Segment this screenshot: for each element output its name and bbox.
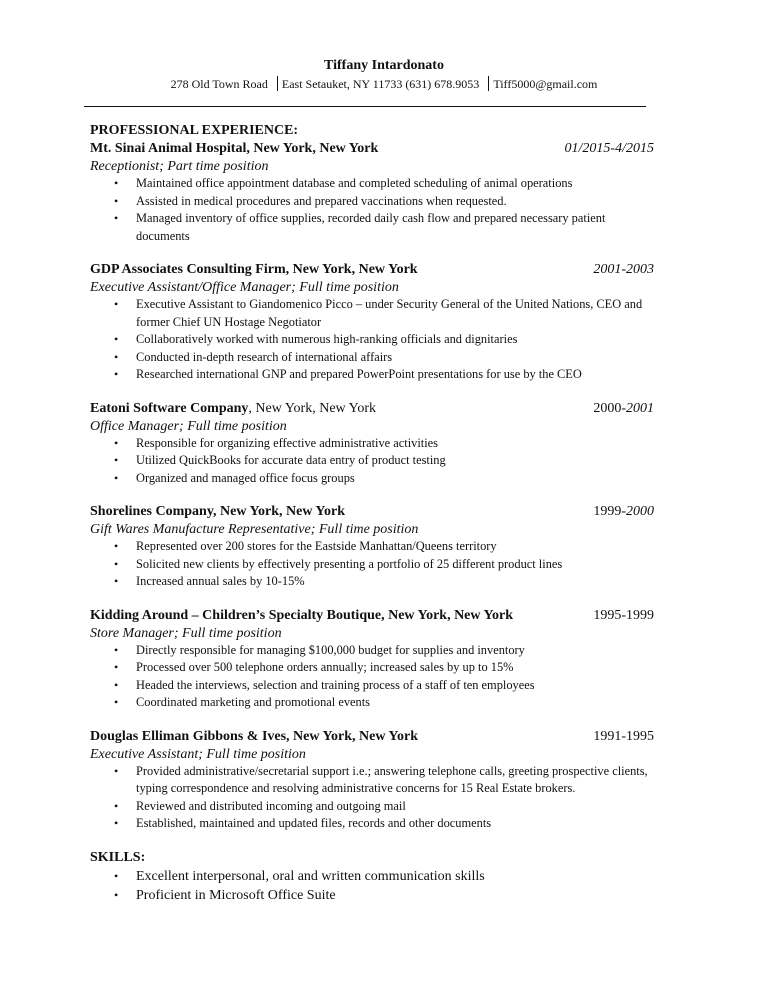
bullet-icon: • bbox=[114, 574, 119, 588]
duty-item: • Headed the interviews, selection and training process of a staff of ten employees bbox=[90, 677, 654, 695]
duty-item: • Increased annual sales by 10-15% bbox=[90, 573, 654, 591]
separator bbox=[488, 76, 489, 91]
bullet-icon: • bbox=[114, 677, 119, 692]
city-phone: East Setauket, NY 11733 (631) 678.9053 bbox=[281, 77, 480, 91]
resume-body bbox=[90, 122, 654, 905]
duty-item: • Maintained office appointment database and completed scheduling of animal operations bbox=[90, 175, 654, 193]
resume-header bbox=[0, 58, 768, 92]
bullet-icon: • bbox=[114, 470, 119, 485]
duty-item: • Reviewed and distributed incoming and outgoing mail bbox=[90, 798, 654, 816]
job-header bbox=[90, 400, 654, 418]
duty-item: • Established, maintained and updated files, records and other documents bbox=[90, 815, 654, 833]
job-role: Store Manager; Full time position bbox=[90, 625, 282, 641]
job-dates: 2001-2003 bbox=[593, 262, 654, 277]
bullet-icon: • bbox=[114, 816, 119, 830]
duty-item: • Organized and managed office focus groups bbox=[90, 470, 654, 488]
bullet-icon: • bbox=[114, 556, 119, 571]
duty-item: • Utilized QuickBooks for accurate data entry of product testing bbox=[90, 452, 654, 470]
duty-list bbox=[90, 296, 654, 384]
duty-item: • Represented over 200 stores for the Eastside Manhattan/Queens territory bbox=[90, 538, 654, 556]
job-header bbox=[90, 607, 654, 625]
bullet-icon: • bbox=[114, 349, 119, 364]
bullet-icon: • bbox=[114, 453, 119, 467]
bullet-icon: • bbox=[114, 332, 119, 346]
duty-list bbox=[90, 175, 654, 245]
job-entry bbox=[90, 728, 654, 833]
duty-item: • Provided administrative/secretarial support i.e.; answering telephone calls, greeting prospective clients, typing correspondence and resolving administrative concerns for 15 Real Estate brokers. bbox=[114, 763, 648, 795]
address: 278 Old Town Road bbox=[170, 77, 268, 91]
job-role: Executive Assistant/Office Manager; Full time position bbox=[90, 280, 399, 295]
bullet-icon: • bbox=[114, 211, 119, 225]
skills-list bbox=[90, 867, 654, 905]
duty-list bbox=[90, 435, 654, 488]
job-role: Receptionist; Part time position bbox=[90, 159, 269, 174]
duty-item: • Coordinated marketing and promotional events bbox=[90, 694, 654, 712]
job-company: Mt. Sinai Animal Hospital, New York, New York bbox=[90, 141, 379, 156]
candidate-name: Tiffany Intardonato bbox=[324, 58, 444, 73]
duty-item: • Processed over 500 telephone orders annually; increased sales by up to 15% bbox=[90, 659, 654, 677]
job-role: Gift Wares Manufacture Representative; Full time position bbox=[90, 522, 419, 537]
duty-item: • Solicited new clients by effectively presenting a portfolio of 25 different product lines bbox=[90, 556, 654, 574]
bullet-icon: • bbox=[114, 193, 119, 208]
duty-item: • Collaboratively worked with numerous high-ranking officials and dignitaries bbox=[90, 331, 654, 349]
job-entry bbox=[90, 140, 654, 245]
bullet-icon: • bbox=[114, 763, 119, 778]
bullet-icon: • bbox=[114, 367, 119, 381]
skill-item: • Proficient in Microsoft Office Suite bbox=[114, 887, 336, 903]
separator bbox=[277, 76, 278, 91]
bullet-icon: • bbox=[114, 539, 119, 553]
job-header bbox=[90, 261, 654, 279]
duty-item: • Managed inventory of office supplies, recorded daily cash flow and prepared necessary patient documents bbox=[114, 211, 606, 243]
job-role: Office Manager; Full time position bbox=[90, 418, 287, 434]
bullet-icon: • bbox=[114, 297, 119, 311]
duty-item: • Researched international GNP and prepared PowerPoint presentations for use by the CEO bbox=[90, 366, 654, 384]
job-header bbox=[90, 728, 654, 746]
contact-line bbox=[0, 76, 768, 92]
experience-heading: PROFESSIONAL EXPERIENCE: bbox=[90, 123, 299, 138]
job-company: Kidding Around – Children’s Specialty Boutique, New York, New York bbox=[90, 607, 514, 623]
job-company: Shorelines Company, New York, New York bbox=[90, 504, 345, 519]
bullet-icon: • bbox=[114, 435, 119, 450]
bullet-icon: • bbox=[114, 176, 119, 190]
job-company: GDP Associates Consulting Firm, New York, New York bbox=[90, 262, 418, 277]
duty-item: • Executive Assistant to Giandomenico Picco – under Security General of the United Nations, CEO and former Chief UN Hostage Negotiator bbox=[114, 297, 643, 329]
header-divider bbox=[84, 106, 646, 107]
job-company: Douglas Elliman Gibbons & Ives, New York, New York bbox=[90, 728, 418, 744]
duty-item: • Assisted in medical procedures and prepared vaccinations when requested. bbox=[90, 193, 654, 211]
duty-list bbox=[90, 642, 654, 712]
job-entry bbox=[90, 400, 654, 488]
bullet-icon: • bbox=[114, 695, 119, 709]
job-entry bbox=[90, 503, 654, 591]
job-entry bbox=[90, 607, 654, 712]
job-dates: 1991-1995 bbox=[593, 728, 654, 744]
email-link[interactable]: Tiff5000@gmail.com bbox=[493, 77, 598, 91]
job-entry bbox=[90, 261, 654, 384]
job-header bbox=[90, 140, 654, 158]
bullet-icon: • bbox=[114, 887, 119, 902]
job-role: Executive Assistant; Full time position bbox=[90, 746, 306, 762]
skill-item: • Excellent interpersonal, oral and written communication skills bbox=[114, 868, 485, 884]
job-dates: 01/2015-4/2015 bbox=[564, 141, 654, 156]
duty-list bbox=[90, 538, 654, 591]
duty-item: • Responsible for organizing effective administrative activities bbox=[90, 435, 654, 453]
bullet-icon: • bbox=[114, 642, 119, 657]
skills-heading: SKILLS: bbox=[90, 849, 146, 865]
bullet-icon: • bbox=[114, 660, 119, 674]
duty-item: • Directly responsible for managing $100,000 budget for supplies and inventory bbox=[90, 642, 654, 660]
job-dates: 2000-2001 bbox=[593, 400, 654, 416]
job-dates: 1999-2000 bbox=[593, 504, 654, 519]
duty-list bbox=[90, 763, 654, 833]
job-company: Eatoni Software Company, New York, New York bbox=[90, 400, 376, 416]
duty-item: • Conducted in-depth research of international affairs bbox=[90, 349, 654, 367]
bullet-icon: • bbox=[114, 798, 119, 813]
job-dates: 1995-1999 bbox=[593, 607, 654, 623]
job-header bbox=[90, 503, 654, 521]
bullet-icon: • bbox=[114, 868, 119, 883]
